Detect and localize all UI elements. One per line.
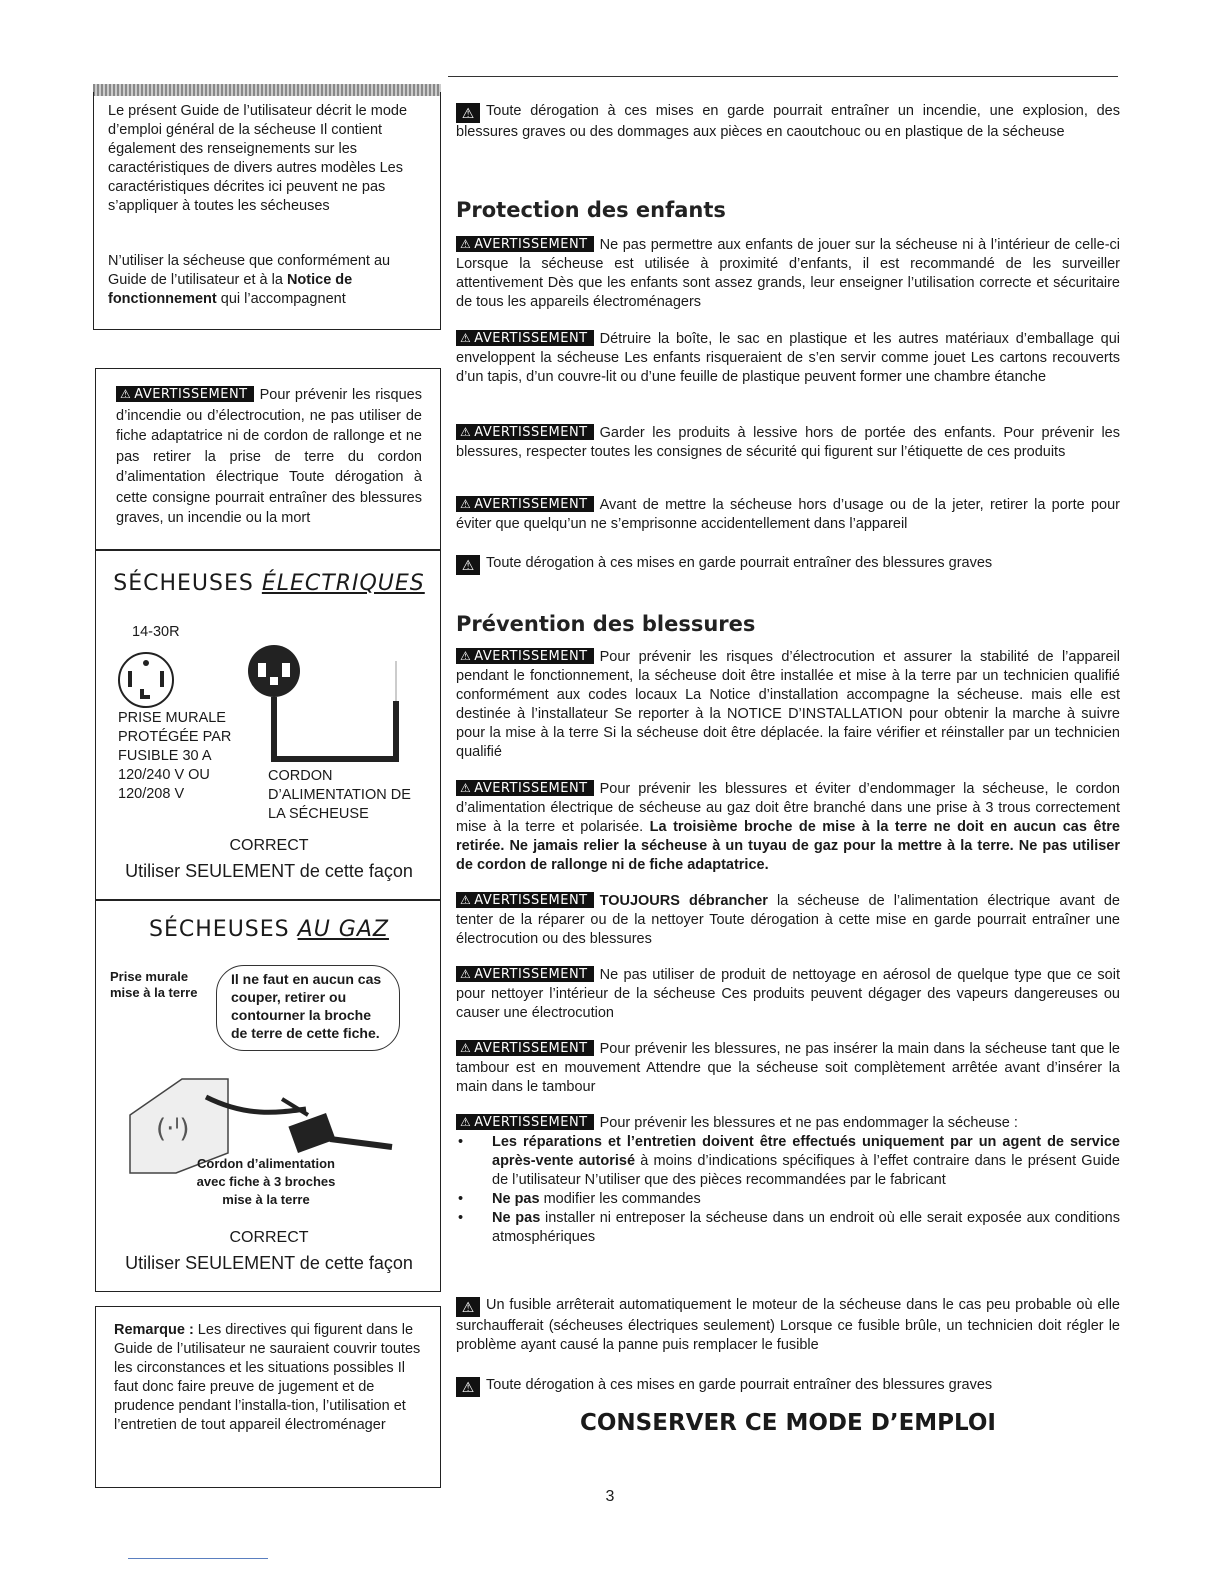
electric-only-way-label: Utiliser SEULEMENT de cette façon (125, 861, 413, 881)
warning-badge: ⚠ AVERTISSEMENT (456, 648, 594, 664)
fuse-note: ⚠ Un fusible arrêterait automatiquement le moteur de la sécheuse dans le cas peu probable où elle surchaufferait (sécheuses électriques seulement) Lorsque ce fusible brûle, un technicien doit régler le problème ayant causé la panne puis remplacer le fusible (456, 1297, 1120, 1353)
warning-triangle-icon: ⚠ (120, 387, 132, 401)
warning-icon: ⚠ (456, 555, 480, 575)
injury-warning-1: ⚠ AVERTISSEMENT Pour prévenir les risques d’électrocution et assurer la stabilité de l’appareil pendant le fonctionnement, la sécheuse doit être installée et mise à la terre par un technicien qualifié conformément aux codes locaux La Notice d’installation accompagne la sécheuse. mais elle est destinée à l’installateur Se reporter à la NOTICE D’INSTALLATION pour obtenir la marche à suivre pour la mise à la terre Si la sécheuse doit être déplacée. la faire vérifier et réinstaller par un technicien qualifié (456, 649, 1120, 760)
gas-outlet-label: Prise murale mise à la terre (110, 969, 198, 1000)
bottom-warning: ⚠ Toute dérogation à ces mises en garde pourrait entraîner des blessures graves (456, 1376, 1120, 1397)
intro-paragraph-2: N’utiliser la sécheuse que conformément au Guide de l’utilisateur et à la Notice de fonctionnement qui l’accompagnent (108, 253, 391, 307)
warning-icon: ⚠ (456, 103, 480, 123)
gas-callout: Il ne faut en aucun cas couper, retirer ou contourner la broche de terre de cette fiche. (216, 965, 400, 1051)
injury-warning-2: ⚠ AVERTISSEMENT Pour prévenir les blessures et éviter d’endommager la sécheuse, le cordon d’alimentation électrique de sécheuse au gaz doit être branché dans une prise à 3 trous correctement mise à la terre et polarisée. La troisième broche de mise à la terre ne doit en aucun cas être retirée. Ne jamais relier la sécheuse à un tuyau de gaz pour la mettre à la terre. Ne pas utiliser de cordon de rallonge ni de fiche adaptatrice. (456, 781, 1121, 873)
child-footer-warning: ⚠ Toute dérogation à ces mises en garde pourrait entraîner des blessures graves (456, 554, 1120, 575)
gas-cord-label: Cordon d’alimentation avec fiche à 3 broches mise à la terre (196, 1156, 336, 1207)
warning-triangle-icon: ⚠ (460, 237, 472, 251)
electric-correct-label: CORRECT (229, 837, 309, 854)
warning-triangle-icon: ⚠ (460, 1115, 472, 1129)
injury-warning-6: ⚠ AVERTISSEMENT Pour prévenir les blessures et ne pas endommager la sécheuse : • Les réparations et l’entretien doivent être effectués uniquement par un agent de service après-vente autorisé à moins d’indications spécifiques à l’effet contraire dans le présent Guide de l’utilisateur N’utiliser que des pièces recommandées par le fabricant • Ne pas modifier les commandes • Ne pas installer ni entreposer la sécheuse dans un endroit où elle serait exposée aux conditions atmosphériques (456, 1114, 1120, 1247)
list-item: • Ne pas installer ni entreposer la sécheuse dans un endroit où elle serait exposée aux conditions atmosphériques (456, 1209, 1120, 1247)
list-item: • Ne pas modifier les commandes (456, 1190, 1120, 1209)
warning-badge: ⚠ AVERTISSEMENT (116, 386, 254, 402)
gas-dryers-title: SÉCHEUSES AU GAZ (149, 917, 389, 942)
child-protection-title: Protection des enfants (456, 198, 726, 222)
electric-dryers-title: SÉCHEUSES ÉLECTRIQUES (113, 571, 425, 596)
electrical-warning-box (95, 368, 441, 550)
warning-badge: ⚠ AVERTISSEMENT (456, 892, 594, 908)
warning-icon: ⚠ (456, 1377, 480, 1397)
electric-dryers-panel (95, 550, 441, 900)
warning-icon: ⚠ (456, 1297, 480, 1317)
injury-warning-4: ⚠ AVERTISSEMENT Ne pas utiliser de produit de nettoyage en aérosol de quelque type que ce soit pour nettoyer l’intérieur de la sécheuse Ces produits peuvent dégager des vapeurs dangereuses ou causer une électrocution (456, 967, 1120, 1021)
injury-warning-3: ⚠ AVERTISSEMENT TOUJOURS débrancher la sécheuse de l’alimentation électrique avant de tenter de la réparer ou de la nettoyer Toute dérogation à cette mise en garde pourrait entraîner une électrocution ou des blessures (456, 893, 1120, 947)
child-warning-2: ⚠ AVERTISSEMENT Détruire la boîte, le sac en plastique et les autres matériaux d’emballage qui enveloppent la sécheuse Les enfants risqueraient de s’en servir comme jouet Les cartons recouverts d’un tapis, d’un couvre-lit ou d’une feuille de plastique peuvent former une chambre étanche (456, 331, 1120, 385)
warning-triangle-icon: ⚠ (460, 967, 472, 981)
gas-only-way-label: Utiliser SEULEMENT de cette façon (125, 1253, 413, 1273)
outlet-code: 14-30R (132, 624, 180, 640)
remark-text: Remarque : Les directives qui figurent dans le Guide de l’utilisateur ne sauraient couvrir toutes les circonstances et les situations possibles Il faut donc faire preuve de jugement et de prudence pendant l’installa-tion, l’utilisation et l’entretien de tout appareil électroménager (114, 1322, 421, 1433)
warning-badge: ⚠ AVERTISSEMENT (456, 1040, 594, 1056)
top-rule (448, 76, 1118, 77)
warning-badge: ⚠ AVERTISSEMENT (456, 780, 594, 796)
injury-warning-5: ⚠ AVERTISSEMENT Pour prévenir les blessures, ne pas insérer la main dans la sécheuse tant que le tambour est en mouvement Attendre que la sécheuse soit complètement arrêtée avant d’insérer la main dans le tambour (456, 1041, 1120, 1095)
gas-correct-label: CORRECT (229, 1229, 309, 1246)
electric-outlet-icon (114, 649, 178, 711)
warning-triangle-icon: ⚠ (460, 649, 472, 663)
footer-rule (128, 1558, 268, 1559)
intro-paragraph-1: Le présent Guide de l’utilisateur décrit le mode d’emploi général de la sécheuse Il contient également des renseignements sur les caractéristiques de divers autres modèles Les caractéristiques décrites ici peuvent ne pas s’appliquer à toutes les sécheuses (108, 103, 408, 214)
warning-badge: ⚠ AVERTISSEMENT (456, 424, 594, 440)
warning-badge: ⚠ AVERTISSEMENT (456, 496, 594, 512)
injury-prevention-title: Prévention des blessures (456, 612, 756, 636)
electrical-warning-text: ⚠ AVERTISSEMENT Pour prévenir les risques d’incendie ou d’électrocution, ne pas utiliser de fiche adaptatrice ni de cordon de rallonge et ne pas retirer la prise de terre du cordon d’alimentation électrique Toute dérogation à cette consigne pourrait entraîner des blessures graves, un incendie ou la mort (116, 387, 422, 526)
warning-triangle-icon: ⚠ (460, 425, 472, 439)
list-item: • Les réparations et l’entretien doivent être effectués uniquement par un agent de service après-vente autorisé à moins d’indications spécifiques à l’effet contraire dans le présent Guide de l’utilisateur N’utiliser que des pièces recommandées par le fabricant (456, 1133, 1120, 1190)
power-cord-plug-icon (246, 641, 426, 771)
warning-triangle-icon: ⚠ (460, 497, 472, 511)
warning-triangle-icon: ⚠ (460, 893, 472, 907)
svg-text:(·ᑊ): (·ᑊ) (156, 1114, 190, 1144)
warning-badge: ⚠ AVERTISSEMENT (456, 236, 594, 252)
top-warning-text: ⚠ Toute dérogation à ces mises en garde pourrait entraîner un incendie, une explosion, des blessures graves ou des dommages aux pièces en caoutchouc ou en plastique de la sécheuse (456, 103, 1120, 140)
page-number: 3 (605, 1488, 615, 1505)
wall-outlet-label: PRISE MURALE PROTÉGÉE PAR FUSIBLE 30 A 120/240 V OU 120/208 V (118, 710, 232, 802)
child-warning-4: ⚠ AVERTISSEMENT Avant de mettre la sécheuse hors d’usage ou de la jeter, retirer la porte pour éviter que quelqu’un ne s’emprisonne accidentellement dans l’appareil (456, 497, 1120, 532)
intro-box (93, 92, 441, 330)
child-warning-1: ⚠ AVERTISSEMENT Ne pas permettre aux enfants de jouer sur la sécheuse ni à l’intérieur de celle-ci Lorsque la sécheuse est utilisée à proximité d’enfants, il est recommandé de les surveiller attentivement Dès que les enfants sont assez grands, leur enseigner l’utilisation correcte et sécuritaire de tous les appareils électroménagers (456, 237, 1120, 310)
dryer-cord-label: CORDON D’ALIMENTATION DE LA SÉCHEUSE (268, 768, 411, 822)
warning-badge: ⚠ AVERTISSEMENT (456, 330, 594, 346)
gas-dryers-panel (95, 900, 441, 1292)
save-instructions-title: CONSERVER CE MODE D’EMPLOI (580, 1410, 996, 1436)
warning-triangle-icon: ⚠ (460, 331, 472, 345)
warning-triangle-icon: ⚠ (460, 1041, 472, 1055)
warning-badge: ⚠ AVERTISSEMENT (456, 1114, 594, 1130)
warning-triangle-icon: ⚠ (460, 781, 472, 795)
warning-badge: ⚠ AVERTISSEMENT (456, 966, 594, 982)
remark-box (95, 1306, 441, 1488)
child-warning-3: ⚠ AVERTISSEMENT Garder les produits à lessive hors de portée des enfants. Pour prévenir les blessures, respecter toutes les consignes de sécurité qui figurent sur l’étiquette de ces produits (456, 425, 1120, 460)
repair-bullet-list (456, 1133, 1120, 1247)
